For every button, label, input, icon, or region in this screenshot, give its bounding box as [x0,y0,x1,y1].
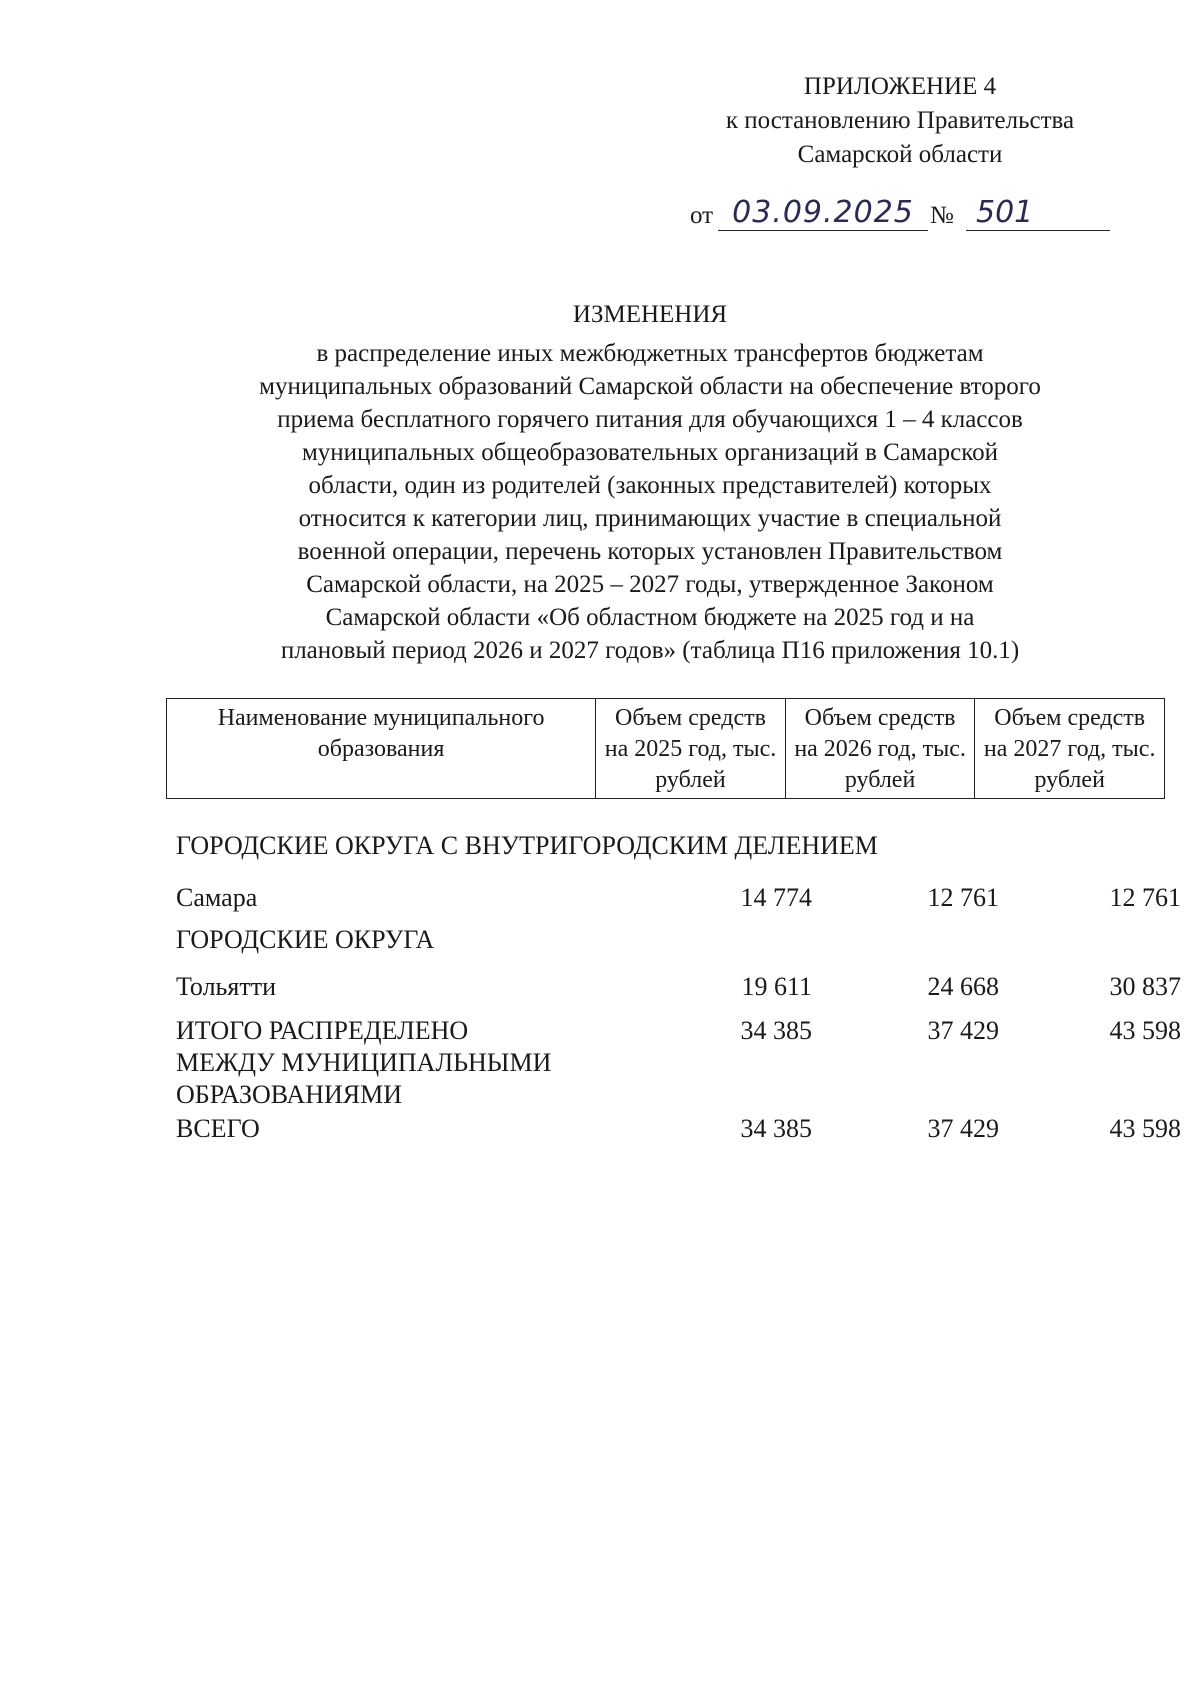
subtitle-line: Самарской области, на 2025 – 2027 годы, утвержденное Законом [306,571,994,598]
appendix-resolution: к постановлению Правительства [725,107,1075,134]
subtitle-line: относится к категории лиц, принимающих участие в специальной [298,505,1002,532]
value-2027: 30 837 [1109,972,1181,1001]
document-subtitle [200,337,1100,667]
document-title: ИЗМЕНЕНИЯ [572,301,728,328]
subtitle-line: муниципальных общеобразовательных организаций в Самарской [301,439,999,466]
date-prefix: от [690,202,714,229]
value-2026: 37 429 [927,1016,999,1045]
appendix-title: ПРИЛОЖЕНИЕ 4 [803,73,997,100]
table-row [176,882,1181,914]
municipality-name: Самара [176,883,258,912]
subtitle-line: муниципальных образований Самарской области на обеспечение второго [259,373,1041,400]
handwritten-date: 03.09.2025 [718,196,928,231]
value-2027: 12 761 [1109,883,1181,912]
table-row [176,971,1181,1003]
municipality-name: Тольятти [176,972,277,1001]
allocation-table-header [166,698,1165,799]
value-2025: 34 385 [740,1114,812,1143]
handwritten-number: 501 [966,196,1110,231]
column-header-municipality: Наименование муниципального образования [167,699,596,799]
table-row-grand-total [176,1113,1181,1145]
subtitle-line: в распределение иных межбюджетных трансфертов бюджетам [316,340,984,367]
grand-total-label: ВСЕГО [176,1114,260,1143]
column-header-2026: Объем средств на 2026 год, тыс. рублей [785,699,975,799]
value-2026: 37 429 [927,1114,999,1143]
column-header-2027: Объем средств на 2027 год, тыс. рублей [975,699,1165,799]
section-heading-urban-districts-with-division: ГОРОДСКИЕ ОКРУГА С ВНУТРИГОРОДСКИМ ДЕЛЕНИЕМ [176,831,878,860]
resolution-date-number [690,195,1110,240]
subtitle-line: плановый период 2026 и 2027 годов» (таблица П16 приложения 10.1) [280,637,1020,664]
value-2026: 24 668 [927,972,999,1001]
table-row-total-distributed [176,1015,1181,1109]
value-2025: 34 385 [740,1016,812,1045]
appendix-header [690,70,1110,172]
number-label: № [930,202,954,229]
appendix-region: Самарской области [797,141,1003,168]
subtitle-line: приема бесплатного горячего питания для обучающихся 1 – 4 классов [277,406,1023,433]
value-2026: 12 761 [927,883,999,912]
value-2027: 43 598 [1109,1114,1181,1143]
section-heading-urban-districts: ГОРОДСКИЕ ОКРУГА [176,925,435,954]
value-2027: 43 598 [1109,1016,1181,1045]
total-distributed-label: ИТОГО РАСПРЕДЕЛЕНО МЕЖДУ МУНИЦИПАЛЬНЫМИ ОБРАЗОВАНИЯМИ [176,1016,552,1109]
subtitle-line: военной операции, перечень которых установлен Правительством [297,538,1003,565]
column-header-2025: Объем средств на 2025 год, тыс. рублей [596,699,786,799]
subtitle-line: Самарской области «Об областном бюджете на 2025 год и на [325,604,975,631]
table-header-row [167,699,1165,799]
subtitle-line: области, один из родителей (законных представителей) которых [308,472,992,499]
value-2025: 19 611 [741,972,812,1001]
value-2025: 14 774 [740,883,812,912]
